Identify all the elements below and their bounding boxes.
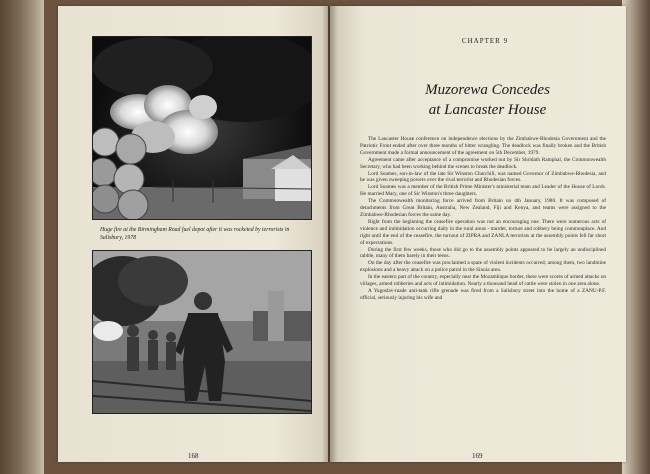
- book-gutter: [322, 6, 338, 462]
- body-paragraph: Agreement came after acceptance of a compromise worked out by Sir Shridath Ramphal, the Commonwealth Secretary, who had been working behind the scenes to break the deadlock.: [360, 156, 606, 170]
- chapter-title: [370, 80, 605, 120]
- body-paragraph: During the first few weeks, those who did go to the assembly points appeared to be largely an undisciplined rabble, many of them barely in their teens.: [360, 246, 606, 260]
- railway-fire-photo: [92, 250, 312, 414]
- chapter-title-line-2: at Lancaster House: [428, 102, 547, 118]
- left-page-number: 168: [188, 452, 199, 460]
- photo-caption: Huge fire at the Birmingham Road fuel depot after it was rocketed by terrorists in Salisbury, 1978: [100, 227, 290, 241]
- book-edge-left: [0, 0, 44, 474]
- body-paragraph: Lord Soames was a member of the British Prime Minister's ministerial team and Leader of the House of Lords. He married Mary, one of Sir Winston's three daughters.: [360, 184, 606, 198]
- right-page-number: 169: [472, 452, 483, 460]
- chapter-heading: CHAPTER 9: [461, 37, 509, 45]
- book-edge-right: [622, 0, 650, 474]
- body-paragraph: A Yugoslav-made anti-tank rifle grenade was fired from a Salisbury street into the home of a ZANU-P.F. official, seriously injuring his wife and: [360, 287, 606, 301]
- body-paragraph: Right from the beginning the ceasefire operation was not an encouraging one. There were numerous acts of violence and intimidation occurring daily in the rural areas - murder, torture and robbery being commonplace. And right until the end of the ceasefire, the turnout of ZIPRA and ZANLA terrorists at the assembly points fell far short of expectations.: [360, 218, 606, 246]
- chapter-body-text: [360, 136, 606, 446]
- body-paragraph: In the eastern part of the country, especially near the Mozambique border, there were scores of armed attacks on villages, armed robberies and acts of intimidation. Nearly a thousand head of cattle were stolen in one area alone.: [360, 274, 606, 288]
- chapter-title-line-1: Muzorewa Concedes: [425, 82, 550, 98]
- body-paragraph: On the day after the ceasefire was proclaimed a spate of violent incidents occurred; among them, two landmine explosions and a heavy attack on a police patrol in the Sinoia area.: [360, 260, 606, 274]
- fuel-depot-fire-photo: [92, 36, 312, 220]
- previous-page-text-shadow: [2, 18, 28, 458]
- body-paragraph: Lord Soames, son-in-law of the late Sir Winston Churchill, was named Governor of Zimbabwe-Rhodesia, and he was given sweeping powers over the rival terrorist and Rhodesian forces.: [360, 170, 606, 184]
- body-paragraph: The Lancaster House conference on independence elections by the Zimbabwe-Rhodesia Government and the Patriotic Front ended after over three months of bitter wrangling. The deadlock was finally broken and the British Government made a formal announcement of the agreement on 5th December, 1979.: [360, 136, 606, 156]
- body-paragraph: The Commonwealth monitoring force arrived from Britain on 4th January, 1980. It was composed of detachments from Great Britain, Australia, New Zealand, Fiji and Kenya, and teams were assigned to the Zimbabwe-Rhodesian forces the same day.: [360, 198, 606, 218]
